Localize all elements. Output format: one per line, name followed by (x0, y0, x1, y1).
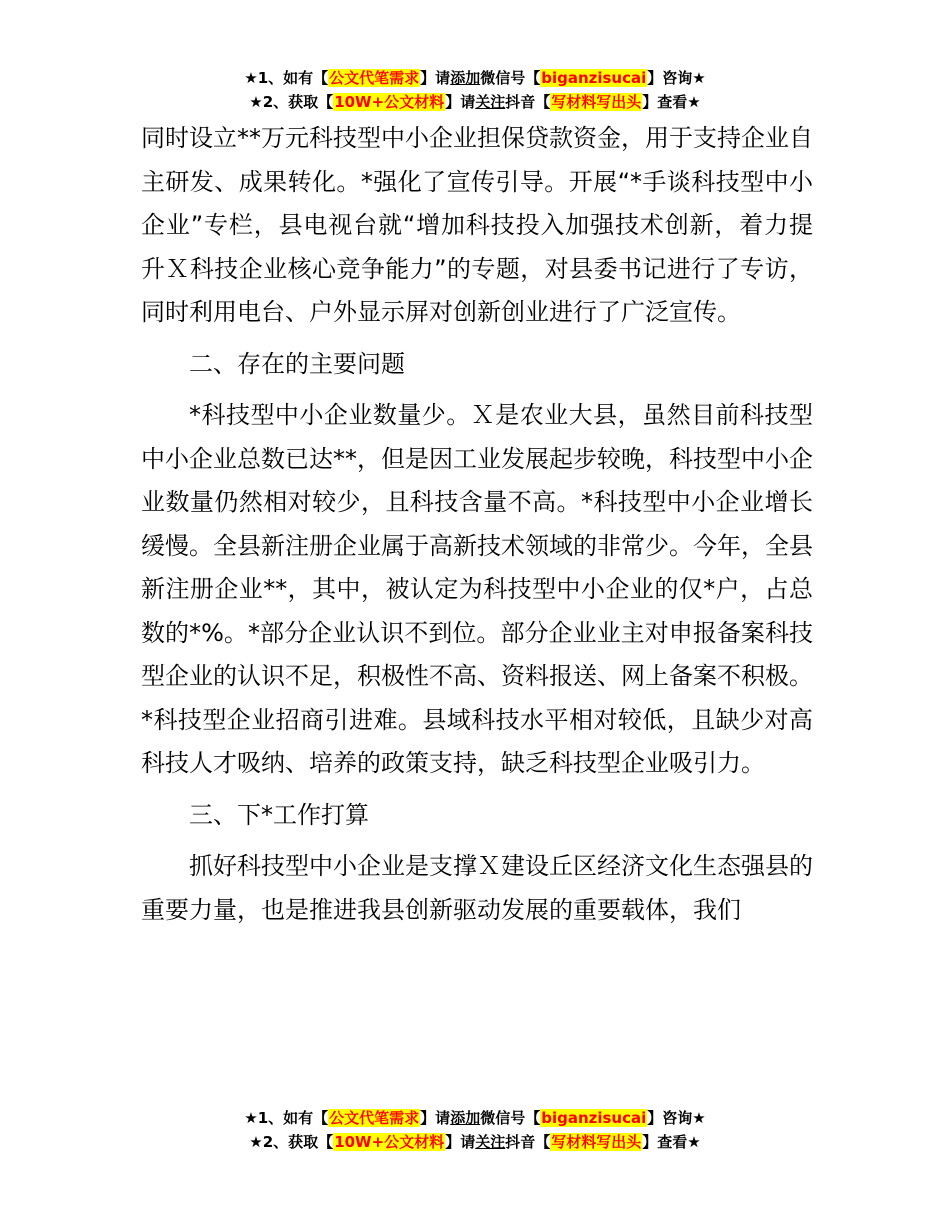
banner-text: 】咨询★ (647, 69, 706, 87)
banner-highlight-douyin: 写材料写出头 (551, 93, 642, 111)
banner-text: 抖音【 (505, 1133, 551, 1151)
paragraph-publicity: 同时设立**万元科技型中小企业担保贷款资金，用于支持企业自主研发、成果转化。*强化了宣传引导。开展“*手谈科技型中小企业”专栏，县电视台就“增加科技投入加强技术创新，着力提升Ｘ科技企业核心竞争能力”的专题，对县委书记进行了专访，同时利用电台、户外显示屏对创新创业进行了广泛宣传。 (141, 124, 813, 326)
banner-underline: 关注 (475, 93, 506, 111)
banner-underline: 添加 (450, 1109, 481, 1127)
banner-line-2 (0, 1130, 950, 1154)
banner-line-2 (0, 90, 950, 114)
banner-line-1 (0, 66, 950, 90)
banner-underline: 添加 (450, 69, 481, 87)
banner-text: 】请 (445, 1133, 476, 1151)
banner-text: ★2、获取【 (249, 93, 334, 111)
header-banner (0, 66, 950, 114)
banner-highlight-service: 公文代笔需求 (329, 1109, 420, 1127)
banner-highlight-wechat: biganzisucai (541, 69, 647, 87)
section-heading-plans: 三、下*工作打算 (189, 800, 369, 829)
footer-banner (0, 1106, 950, 1154)
document-body (141, 117, 813, 940)
banner-text: 】查看★ (642, 93, 701, 111)
banner-underline: 关注 (475, 1133, 506, 1151)
paragraph-plans: 抓好科技型中小企业是支撑Ｘ建设丘区经济文化生态强县的重要力量，也是推进我县创新驱动发展的重要载体，我们 (141, 852, 813, 924)
banner-text: 微信号【 (480, 69, 541, 87)
banner-text: ★2、获取【 (249, 1133, 334, 1151)
banner-text: 】请 (420, 69, 451, 87)
banner-text: 】请 (420, 1109, 451, 1127)
banner-text: 】请 (445, 93, 476, 111)
banner-text: 抖音【 (505, 93, 551, 111)
banner-text: ★1、如有【 (244, 69, 329, 87)
banner-text: 】咨询★ (647, 1109, 706, 1127)
banner-highlight-service: 公文代笔需求 (329, 69, 420, 87)
banner-text: 】查看★ (642, 1133, 701, 1151)
banner-text: ★1、如有【 (244, 1109, 329, 1127)
paragraph-problems: *科技型中小企业数量少。Ｘ是农业大县，虽然目前科技型中小企业总数已达**，但是因工业发展起步较晚，科技型中小企业数量仍然相对较少，且科技含量不高。*科技型中小企业增长缓慢。全县新注册企业属于高新技术领域的非常少。今年，全县新注册企业**，其中，被认定为科技型中小企业的仅*户，占总数的*%。*部分企业认识不到位。部分企业业主对申报备案科技型企业的认识不足，积极性不高、资料报送、网上备案不积极。*科技型企业招商引进难。县域科技水平相对较低，且缺少对高科技人才吸纳、培养的政策支持，缺乏科技型企业吸引力。 (141, 401, 813, 777)
section-heading-problems: 二、存在的主要问题 (189, 349, 405, 378)
banner-highlight-materials: 10W+公文材料 (334, 1133, 445, 1151)
banner-highlight-wechat: biganzisucai (541, 1109, 647, 1127)
banner-highlight-materials: 10W+公文材料 (334, 93, 445, 111)
banner-line-1 (0, 1106, 950, 1130)
banner-text: 微信号【 (480, 1109, 541, 1127)
banner-highlight-douyin: 写材料写出头 (551, 1133, 642, 1151)
